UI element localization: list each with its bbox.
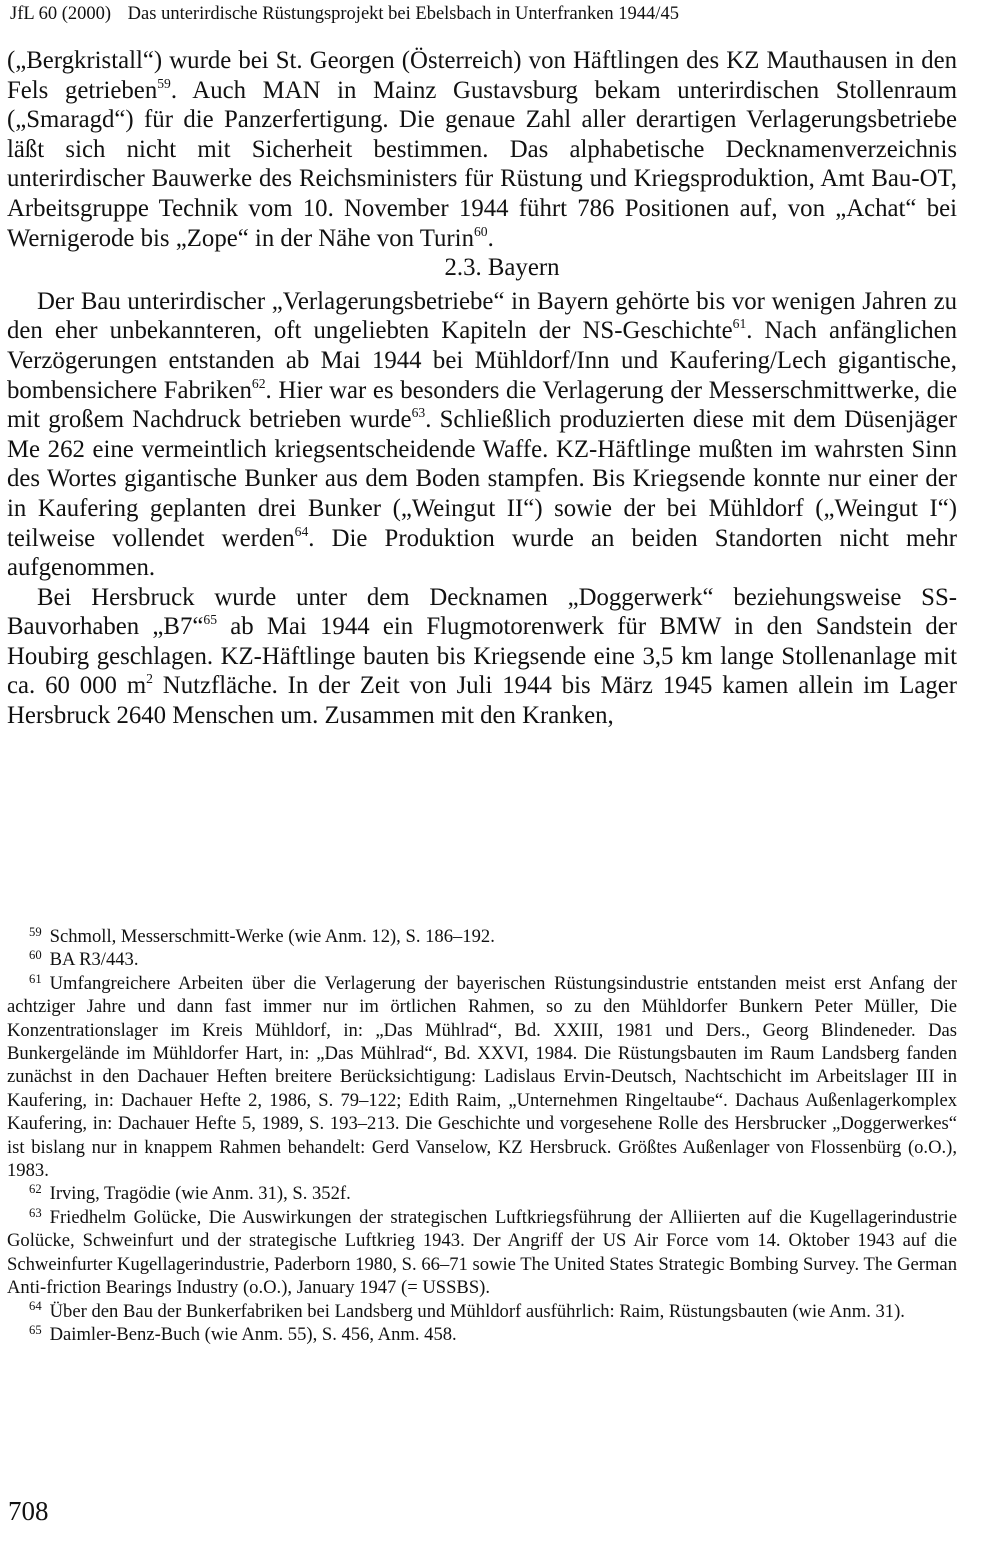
footnote-ref-62[interactable]: 62 (251, 375, 266, 391)
footnote-63: $^{63}$ Friedhelm Golücke, Die Auswirkungen der strategischen Luftkriegsführung der Alliierten auf die Kugellagerindustrie Golücke, Schweinfurt und der strategische Luftkrieg 1943. Der Angriff der US Air Force vom 14. Oktober 1943 auf die Schweinfurter Kugellagerindustrie, Paderborn 1980, S. 66–71 sowie The United States Strategic Bombing Survey. The German Anti-friction Bearings Industry (o.O.), January 1947 (= USSBS). (7, 1205, 957, 1299)
superscript-squared: 2 (146, 671, 153, 687)
page-number: 708 (8, 1496, 49, 1526)
running-title: Das unterirdische Rüstungsprojekt bei Ebelsbach in Unterfranken 1944/45 (127, 4, 679, 24)
footnote-ref-63[interactable]: 63 (411, 404, 426, 420)
footnote-ref-65[interactable]: 65 (203, 612, 218, 628)
footnote-60: $^{60}$ BA R3/443. (29, 948, 139, 971)
footnote-ref-60[interactable]: 60 (473, 223, 488, 239)
main-text (7, 46, 957, 731)
footnote-64: $^{64}$ Über den Bau der Bunkerfabriken bei Landsberg und Mühldorf ausführlich: Raim, Rüstungsbauten (wie Anm. 31). (29, 1299, 905, 1322)
footnote-65: $^{65}$ Daimler-Benz-Buch (wie Anm. 55), S. 456, Anm. 458. (29, 1322, 457, 1345)
footnote-61: $^{61}$ Umfangreichere Arbeiten über die Verlagerung der bayerischen Rüstungsindustrie entstanden meist erst Anfang der achtziger Jahre und dann fast immer nur im örtlichen Rahmen, so zu den Mühldorfer Bunkern Peter Müller, Die Konzentrationslager im Kreis Mühldorf, in: „Das Mühlrad“, Bd. XXIII, 1981 und Ders., Georg Blindeneder. Das Bunkergelände im Mühldorfer Hart, in: „Das Mühlrad“, Bd. XXVI, 1984. Die Rüstungsbauten im Raum Landsberg fanden zunächst in den Dachauer Heften breitere Berücksichtigung: Ladislaus Ervin-Deutsch, Nachtschicht im Arbeitslager III in Kaufering, in: Dachauer Hefte 2, 1986, S. 79–122; Edith Raim, „Unternehmen Ringeltaube“. Dachaus Außenlagerkomplex Kaufering, in: Dachauer Hefte 5, 1989, S. 193–213. Die Geschichte und vorgesehene Rolle des Hersbrucker „Doggerwerkes“ ist bislang nur in knappem Rahmen behandelt: Gerd Vanselow, KZ Hersbruck. Größtes Außenlager von Flossenbürg (o.O.), 1983. (7, 971, 957, 1182)
running-header (10, 2, 995, 26)
section-heading: 2.3. Bayern (444, 254, 560, 282)
footnote-ref-64[interactable]: 64 (294, 523, 309, 539)
footnote-ref-61[interactable]: 61 (732, 316, 747, 332)
paragraph-3: Bei Hersbruck wurde unter dem Decknamen „Doggerwerk“ beziehungsweise SS-Bauvorhaben „B7“$^{65}$ ab Mai 1944 ein Flugmotorenwerk für BMW in den Sandstein der Houbirg geschlagen. KZ-Häftlinge bauten bis Kriegsende eine 3,5 km lange Stollenanlage mit ca. 60 000 $m^2$ Nutzfläche. In der Zeit von Juli 1944 bis März 1945 kamen allein im Lager Hersbruck 2640 Menschen um. Zusammen mit den Kranken, (7, 583, 958, 730)
footnote-62: $^{62}$ Irving, Tragödie (wie Anm. 31), S. 352f. (29, 1182, 351, 1205)
journal-citation: JfL 60 (2000) (10, 4, 112, 24)
paragraph-1: („Bergkristall“) wurde bei St. Georgen (Österreich) von Häftlingen des KZ Mauthausen in den Fels getrieben$^{59}$. Auch MAN in Mainz Gustavsburg bekam unterirdischen Stollenraum („Smaragd“) für die Panzerfertigung. Die genaue Zahl aller derartigen Verlagerungsbetriebe läßt sich nicht mit Sicherheit bestimmen. Das alphabetische Decknamenverzeichnis unterirdischer Bauwerke des Reichsministers für Rüstung und Kriegsproduktion, Amt Bau-OT, Arbeitsgruppe Technik vom 10. November 1944 führt 786 Positionen auf, von „Achat“ bei Wernigerode bis „Zope“ in der Nähe von Turin$^{60}$. (7, 47, 957, 252)
footnotes (7, 925, 957, 1346)
footnote-59: $^{59}$ Schmoll, Messerschmitt-Werke (wie Anm. 12), S. 186–192. (29, 924, 495, 947)
paragraph-2: Der Bau unterirdischer „Verlagerungsbetriebe“ in Bayern gehörte bis vor wenigen Jahren zu den eher unbekannteren, oft ungeliebten Kapiteln der NS-Geschichte$^{61}$. Nach anfänglichen Verzögerungen entstanden ab Mai 1944 bei Mühldorf/Inn und Kaufering/Lech gigantische, bombensichere Fabriken$^{62}$. Hier war es besonders die Verlagerung der Messerschmittwerke, die mit großem Nachdruck betrieben wurde$^{63}$. Schließlich produzierten diese mit dem Düsenjäger Me 262 eine vermeintlich kriegsentscheidende Waffe. KZ-Häftlinge mußten im wahrsten Sinn des Wortes gigantische Bunker aus dem Boden stampfen. Bis Kriegsende konnte nur einer der in Kaufering geplanten drei Bunker („Weingut II“) sowie der bei Mühldorf („Weingut I“) teilweise vollendet werden$^{64}$. Die Produktion wurde an beiden Standorten nicht mehr aufgenommen. (7, 287, 958, 582)
footnote-ref-59[interactable]: 59 (157, 75, 171, 91)
